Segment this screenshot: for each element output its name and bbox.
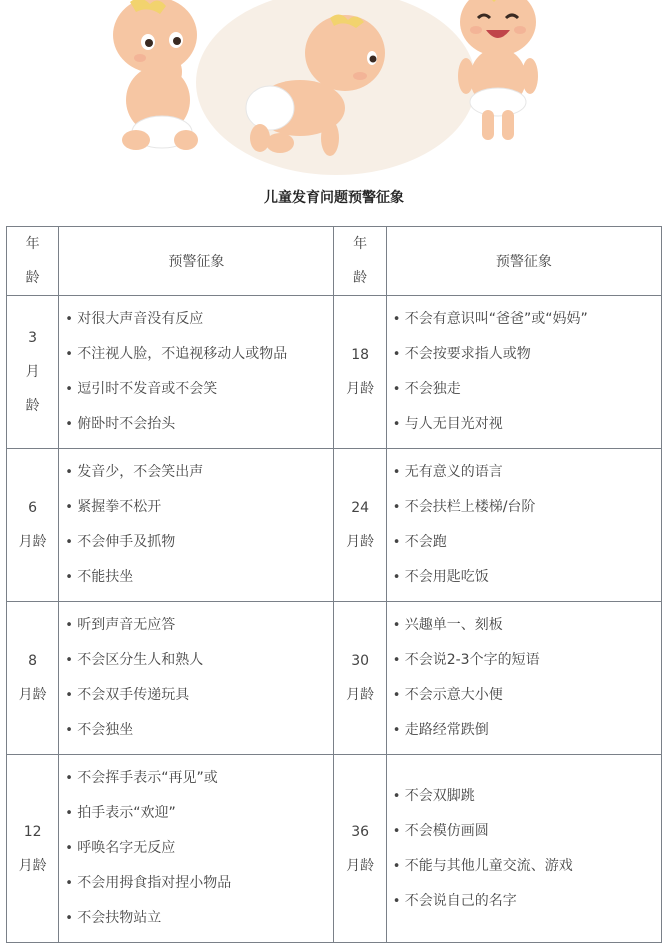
age-cell xyxy=(334,755,386,943)
sign-item: • 走路经常跌倒 xyxy=(387,713,661,748)
sign-item: • 不会独坐 xyxy=(59,713,333,748)
sign-item: • 无有意义的语言 xyxy=(387,455,661,490)
age-text: 月龄 xyxy=(346,534,375,550)
sign-item: • 不会伸手及抓物 xyxy=(59,525,333,560)
sign-item: • 对很大声音没有反应 xyxy=(59,302,333,337)
sign-item: • 与人无目光对视 xyxy=(387,407,661,442)
signs-cell xyxy=(59,602,334,755)
sign-item: • 紧握拳不松开 xyxy=(59,490,333,525)
sitting-baby-illustration xyxy=(100,0,210,160)
sign-item: • 不能扶坐 xyxy=(59,560,333,595)
signs-cell xyxy=(59,449,334,602)
sign-item: • 不会说2-3个字的短语 xyxy=(387,643,661,678)
age-text: 月龄 xyxy=(346,857,375,874)
age-text: 3 xyxy=(28,330,38,346)
sign-item: • 不会扶栏上楼梯/台阶 xyxy=(387,490,661,525)
sign-item: • 俯卧时不会抬头 xyxy=(59,407,333,442)
table-row xyxy=(7,602,662,755)
sign-item: • 不注视人脸，不追视移动人或物品 xyxy=(59,337,333,372)
age-text: 月 xyxy=(25,364,40,380)
sign-item: • 逗引时不发音或不会笑 xyxy=(59,372,333,407)
sign-item: • 不会模仿画圆 xyxy=(387,814,661,849)
age-text: 36 xyxy=(351,823,370,840)
warning-signs-table xyxy=(6,226,662,943)
table-row xyxy=(7,296,662,449)
age-cell xyxy=(334,296,386,449)
sign-item: • 不会扶物站立 xyxy=(59,901,333,936)
age-cell xyxy=(7,602,59,755)
sign-item: • 不会区分生人和熟人 xyxy=(59,643,333,678)
table-header-row xyxy=(7,227,662,296)
age-text: 24 xyxy=(351,500,370,516)
crawling-baby-illustration xyxy=(240,8,400,168)
age-text: 6 xyxy=(28,500,38,516)
signs-cell xyxy=(386,449,661,602)
age-column-header xyxy=(334,227,386,296)
age-text: 龄 xyxy=(25,398,40,414)
sign-item: • 听到声音无应答 xyxy=(59,608,333,643)
sign-item: • 不会按要求指人或物 xyxy=(387,337,661,372)
sign-item: • 不会双手传递玩具 xyxy=(59,678,333,713)
signs-column-header: 预警征象 xyxy=(386,227,661,296)
signs-cell xyxy=(386,602,661,755)
sign-item: • 不会双脚跳 xyxy=(387,779,661,814)
age-text: 月龄 xyxy=(346,687,375,703)
signs-cell xyxy=(386,755,661,943)
signs-cell xyxy=(59,296,334,449)
sign-item: • 不会用拇食指对捏小物品 xyxy=(59,866,333,901)
standing-baby-illustration xyxy=(448,0,548,146)
sign-item: • 不会说自己的名字 xyxy=(387,884,661,919)
age-cell xyxy=(334,449,386,602)
age-header-char: 龄 xyxy=(25,270,40,286)
age-cell xyxy=(7,755,59,943)
sign-item: • 不会独走 xyxy=(387,372,661,407)
age-text: 12 xyxy=(23,823,42,840)
sign-item: • 不能与其他儿童交流、游戏 xyxy=(387,849,661,884)
header-illustration xyxy=(0,0,668,180)
sign-item: • 不会跑 xyxy=(387,525,661,560)
age-text: 月龄 xyxy=(18,534,47,550)
age-text: 月龄 xyxy=(18,687,47,703)
age-text: 月龄 xyxy=(18,857,47,874)
table-row xyxy=(7,755,662,943)
age-header-char: 龄 xyxy=(353,270,368,286)
age-text: 8 xyxy=(28,653,38,669)
signs-column-header: 预警征象 xyxy=(59,227,334,296)
sign-item: • 拍手表示“欢迎” xyxy=(59,796,333,831)
age-text: 18 xyxy=(351,347,370,363)
age-cell xyxy=(7,296,59,449)
sign-item: • 不会有意识叫“爸爸”或“妈妈” xyxy=(387,302,661,337)
page-title: 儿童发育问题预警征象 xyxy=(264,190,404,206)
signs-cell xyxy=(59,755,334,943)
age-header-char: 年 xyxy=(25,236,40,252)
sign-item: • 呼唤名字无反应 xyxy=(59,831,333,866)
age-header-char: 年 xyxy=(353,236,368,252)
sign-item: • 兴趣单一、刻板 xyxy=(387,608,661,643)
sign-item: • 不会示意大小便 xyxy=(387,678,661,713)
age-text: 月龄 xyxy=(346,381,375,397)
age-column-header xyxy=(7,227,59,296)
sign-item: • 不会挥手表示“再见”或 xyxy=(59,761,333,796)
signs-cell xyxy=(386,296,661,449)
table-row xyxy=(7,449,662,602)
sign-item: • 不会用匙吃饭 xyxy=(387,560,661,595)
age-cell xyxy=(334,602,386,755)
age-text: 30 xyxy=(351,653,370,669)
sign-item: • 发音少，不会笑出声 xyxy=(59,455,333,490)
age-cell xyxy=(7,449,59,602)
